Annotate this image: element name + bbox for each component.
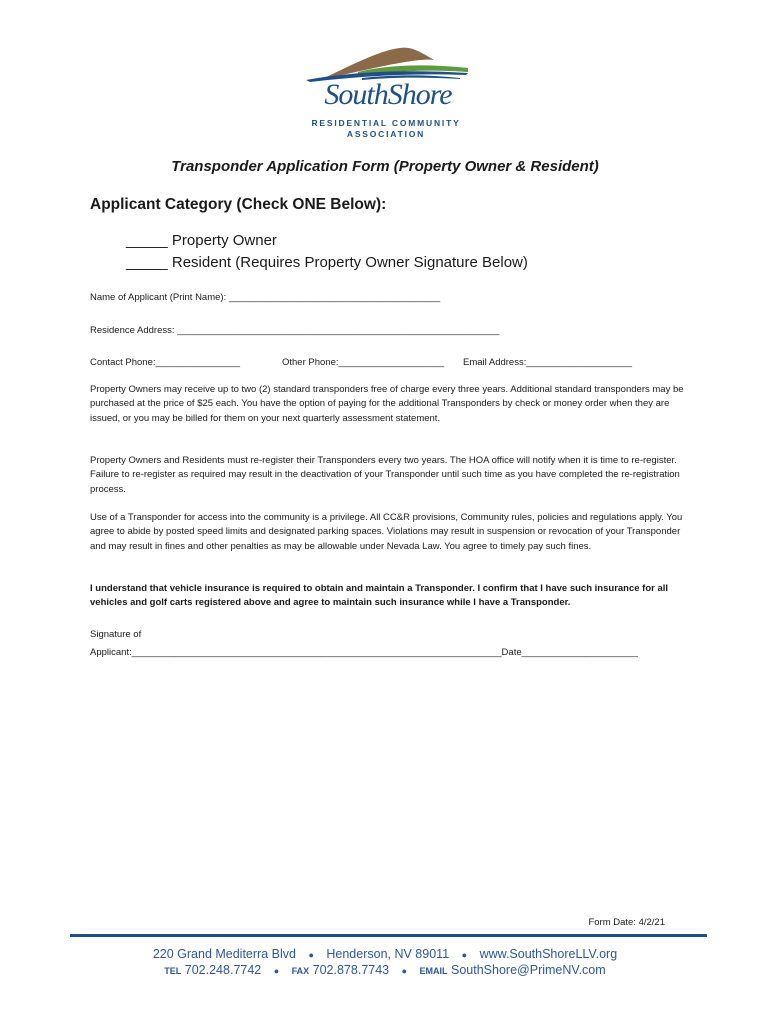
paragraph-transponder-pricing: Property Owners may receive up to two (2) standard transponders free of charge every three years. Additional standard transponders may be purchased at the price of $25 each. You have the option of paying for the additional Transponders by check or money order when they are issued, or you may be billed for them on your next quarterly assessment statement.	[90, 384, 684, 424]
bullet-icon: ●	[273, 966, 280, 976]
footer-contact-line	[0, 963, 770, 977]
tel-label: TEL	[164, 966, 182, 976]
other-phone-field[interactable]: Other Phone:____________________	[282, 357, 445, 368]
contact-phone-field[interactable]: Contact Phone:________________	[90, 357, 241, 368]
option-property-owner[interactable]: _____ Property Owner	[126, 232, 277, 249]
footer-city: Henderson, NV 89011	[326, 947, 450, 961]
bullet-icon: ●	[461, 950, 468, 960]
footer-address-line	[0, 947, 770, 961]
signature-date-line[interactable]: Applicant:______________________________________________________________________Date______________________	[90, 647, 638, 658]
residence-address-field[interactable]: Residence Address: _____________________________________________________________	[90, 325, 500, 336]
paragraph-insurance-confirmation: I understand that vehicle insurance is required to obtain and maintain a Transponder. I confirm that I have such insurance for all vehicles and golf carts registered above and agree to maintain such insurance while I have a Transponder.	[90, 583, 669, 609]
southshore-logo	[300, 42, 472, 142]
email-label: EMAIL	[419, 966, 448, 976]
footer-email[interactable]: SouthShore@PrimeNV.com	[451, 963, 606, 977]
bullet-icon: ●	[308, 950, 314, 960]
email-address-field[interactable]: Email Address:____________________	[463, 357, 633, 368]
bullet-icon: ●	[401, 966, 408, 976]
logo-subtitle-line1: RESIDENTIAL COMMUNITY	[311, 118, 461, 128]
option-resident[interactable]: _____ Resident (Requires Property Owner Signature Below)	[126, 254, 528, 271]
paragraph-use-policy: Use of a Transponder for access into the community is a privilege. All CC&R provisions, Community rules, policies and regulations apply. You agree to abide by posted speed limits and designated parking spaces. Violations may result in suspension or revocation of your Transponder and may result in fines and other penalties as may be allowable under Nevada Law. You agree to timely pay such fines.	[90, 512, 683, 552]
paragraph-re-registration: Property Owners and Residents must re-register their Transponders every two years. The HOA office will notify when it is time to re-register. Failure to re-register as required may result in the deactivation of your Transponder until such time as you have completed the re-registration process.	[90, 455, 680, 495]
logo-subtitle-line2: ASSOCIATION	[346, 129, 426, 139]
tel-number[interactable]: 702.248.7742	[184, 963, 262, 977]
form-title: Transponder Application Form (Property Owner & Resident)	[171, 158, 599, 175]
mountain-lake-logo-icon	[300, 42, 472, 82]
form-date: Form Date: 4/2/21	[588, 917, 665, 928]
category-heading: Applicant Category (Check ONE Below):	[90, 196, 387, 213]
footer-divider	[70, 934, 707, 937]
fax-label: FAX	[291, 966, 310, 976]
footer-street: 220 Grand Mediterra Blvd	[152, 947, 296, 961]
footer-website[interactable]: www.SouthShoreLLV.org	[479, 947, 618, 961]
fax-number: 702.878.7743	[312, 963, 390, 977]
logo-wordmark: SouthShore	[324, 78, 452, 111]
signature-label: Signature of	[90, 629, 142, 640]
applicant-name-field[interactable]: Name of Applicant (Print Name): ________________________________________	[90, 292, 441, 303]
